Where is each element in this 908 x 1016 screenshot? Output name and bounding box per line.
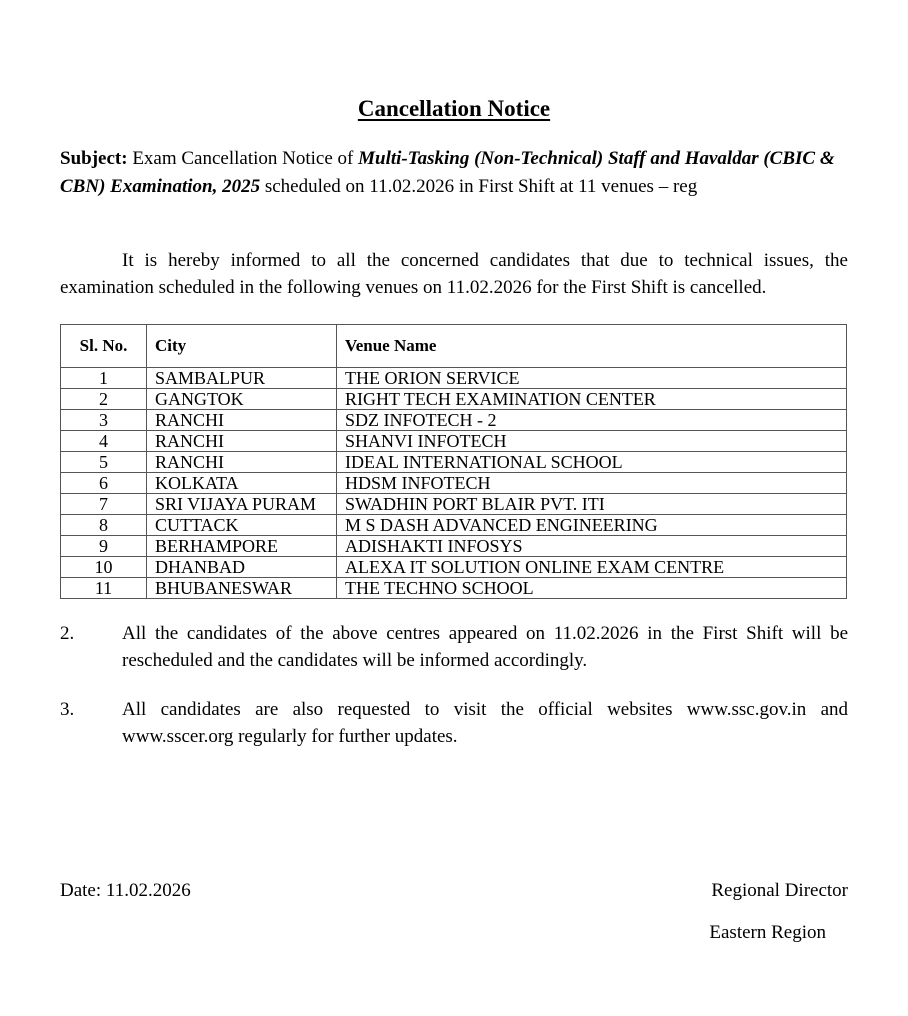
table-body — [61, 368, 847, 599]
paragraph-2-text: All the candidates of the above centres appeared on 11.02.2026 in the First Shift will be rescheduled and the candidates will be informed accordingly. — [122, 623, 848, 672]
table-header — [61, 325, 847, 368]
subject-text-after: scheduled on 11.02.2026 in First Shift at 11 venues – reg — [260, 175, 698, 197]
cell-venue: M S DASH ADVANCED ENGINEERING — [337, 515, 847, 536]
cell-city: RANCHI — [147, 452, 337, 473]
cell-city: BERHAMPORE — [147, 536, 337, 557]
cell-venue: SWADHIN PORT BLAIR PVT. ITI — [337, 494, 847, 515]
table-row — [61, 410, 847, 431]
table-row — [61, 389, 847, 410]
cell-sl-no: 9 — [61, 536, 147, 557]
column-header-city: City — [147, 325, 337, 368]
document-footer — [60, 880, 848, 944]
cell-sl-no: 8 — [61, 515, 147, 536]
column-header-venue-name: Venue Name — [337, 325, 847, 368]
document-content — [60, 0, 848, 751]
subject-exam-name: Multi-Tasking (Non-Technical) Staff and Havaldar (CBIC & CBN) Examination, 2025 — [60, 148, 835, 197]
cell-sl-no: 1 — [61, 368, 147, 389]
cell-city: KOLKATA — [147, 473, 337, 494]
table-row — [61, 536, 847, 557]
table-row — [61, 473, 847, 494]
subject-text-before: Exam Cancellation Notice of — [127, 148, 359, 170]
subject-line — [60, 145, 848, 200]
cell-city: CUTTACK — [147, 515, 337, 536]
footer-signatory-title: Regional Director — [711, 880, 848, 901]
cell-sl-no: 4 — [61, 431, 147, 452]
table-header-row — [61, 325, 847, 368]
footer-signatory-region: Eastern Region — [709, 922, 826, 943]
cell-venue: IDEAL INTERNATIONAL SCHOOL — [337, 452, 847, 473]
paragraph-3-text: All candidates are also requested to visit the official websites www.ssc.gov.in and www.sscer.org regularly for further updates. — [122, 699, 848, 748]
cell-city: BHUBANESWAR — [147, 578, 337, 599]
cell-sl-no: 5 — [61, 452, 147, 473]
cell-venue: ALEXA IT SOLUTION ONLINE EXAM CENTRE — [337, 557, 847, 578]
paragraph-3-number: 3. — [60, 699, 75, 721]
cell-city: DHANBAD — [147, 557, 337, 578]
cell-sl-no: 7 — [61, 494, 147, 515]
cell-venue: SHANVI INFOTECH — [337, 431, 847, 452]
table-row — [61, 452, 847, 473]
table-row — [61, 431, 847, 452]
venue-table-container — [60, 324, 848, 599]
cell-city: RANCHI — [147, 431, 337, 452]
cell-sl-no: 2 — [61, 389, 147, 410]
table-row — [61, 557, 847, 578]
cell-venue: ADISHAKTI INFOSYS — [337, 536, 847, 557]
cell-venue: THE TECHNO SCHOOL — [337, 578, 847, 599]
cell-venue: RIGHT TECH EXAMINATION CENTER — [337, 389, 847, 410]
intro-paragraph: It is hereby informed to all the concerned candidates that due to technical issues, the examination scheduled in the following venues on 11.02.2026 for the First Shift is cancelled. — [60, 250, 848, 299]
paragraph-3 — [60, 697, 848, 751]
cell-venue: THE ORION SERVICE — [337, 368, 847, 389]
paragraph-2-number: 2. — [60, 623, 75, 645]
page-title-text: Cancellation Notice — [357, 96, 551, 121]
cell-sl-no: 3 — [61, 410, 147, 431]
cell-city: SAMBALPUR — [147, 368, 337, 389]
table-row — [61, 494, 847, 515]
footer-date: Date: 11.02.2026 — [60, 880, 191, 901]
column-header-sl-no: Sl. No. — [61, 325, 147, 368]
cell-sl-no: 10 — [61, 557, 147, 578]
cell-city: RANCHI — [147, 410, 337, 431]
venue-table — [60, 324, 847, 599]
footer-top-row — [60, 880, 848, 902]
cell-city: GANGTOK — [147, 389, 337, 410]
table-row — [61, 578, 847, 599]
cell-city: SRI VIJAYA PURAM — [147, 494, 337, 515]
subject-label: Subject: — [60, 148, 128, 170]
table-row — [61, 368, 847, 389]
page-title — [60, 96, 848, 121]
table-row — [61, 515, 847, 536]
cell-sl-no: 6 — [61, 473, 147, 494]
cell-venue: HDSM INFOTECH — [337, 473, 847, 494]
paragraph-2 — [60, 621, 848, 675]
cell-sl-no: 11 — [61, 578, 147, 599]
cell-venue: SDZ INFOTECH - 2 — [337, 410, 847, 431]
